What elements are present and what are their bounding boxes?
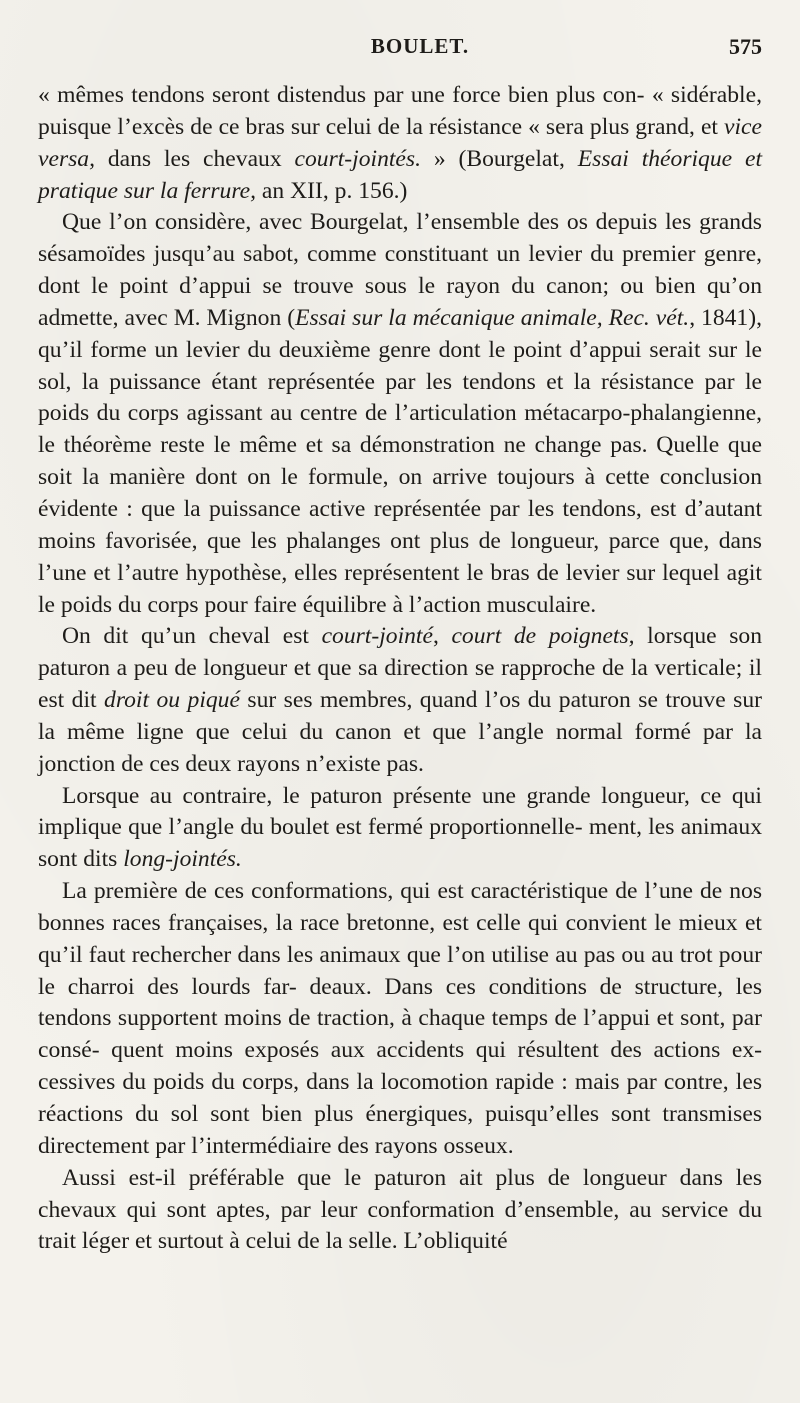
book-page [38,0,762,1403]
italic-text: court-jointés. [294,145,421,172]
text-run: « mêmes tendons seront distendus par une force bien plus con- « sidérable, puisque l’excès de ce bras sur celui de la résistance « sera plus grand, et [38,82,762,140]
text-run: an XII, p. 156.) [256,177,408,204]
italic-text: long-jointés. [123,846,242,873]
paragraph-race-bretonne [38,876,762,1163]
text-run: dans les chevaux [95,145,295,172]
italic-text: court de poignets, [451,623,635,650]
text-run: sur ses membres, quand l’os du paturon se trouve sur la même ligne que celui du canon et que l’angle normal formé par la jonction de ces deux rayons n’existe pas. [38,687,762,777]
paragraph-trait-leger [38,1163,762,1259]
text-run: , [432,623,452,650]
text-run: Que l’on considère, avec Bourgelat, l’ensemble des os depuis les grands sésamoïdes jusqu’au sabot, comme constituant un levier du premier genre, dont le point d’appui se trouve sous le rayon du canon; ou bien qu’on admette, avec M. Mignon ( [38,209,762,331]
text-run: , 1841), qu’il forme un levier du deuxième genre dont le point d’appui serait sur le sol, la puissance étant représentée par les tendons et la résistance par le poids du corps agissant au centre de l’articulation métacarpo-phalangienne, le théorème reste le même et sa démonstration ne change pas. Quelle que soit la manière dont on le formule, on arrive toujours à cette conclusion évidente : que la puissance active représentée par les tendons, est d’autant moins favorisée, que les phalanges ont plus de longueur, parce que, dans l’une et l’autre hypothèse, elles représentent le bras de levier sur lequel agit le poids du corps pour faire équilibre à l’action musculaire. [38,304,762,618]
text-run: » (Bourgelat, [420,145,578,172]
italic-text: Essai théorique et pratique sur la ferrure, [38,145,763,204]
paragraph-lever-theory [38,207,762,621]
text-run: Aussi est-il préférable que le paturon ait plus de longueur dans les chevaux qui sont aptes, par leur conformation d’ensemble, au service du trait léger et surtout à celui de la selle. L’obliquité [38,1164,762,1255]
text-run: Lorsque au contraire, le paturon présente une grande longueur, ce qui implique que l’angle du boulet est fermé proportionnelle- ment, les animaux sont dits [38,782,762,873]
paragraph-long-jointe [38,781,762,877]
paragraph-quote-continuation [38,80,762,207]
text-run: lorsque son paturon a peu de longueur et que sa direction se rapproche de la verticale; il est dit [38,623,763,714]
paragraph-court-jointe [38,621,762,780]
page-header [38,30,762,64]
italic-text: droit ou piqué [104,687,240,714]
italic-text: vice versa, [38,113,762,172]
text-run: La première de ces conformations, qui est caractéristique de l’une de nos bonnes races françaises, la race bretonne, est celle qui convient le mieux et qu’il faut rechercher dans les animaux que l’on utilise au pas ou au trot pour le charroi des lourds far- deaux. Dans ces conditions de structure, les tendons supportent moins de traction, à chaque temps de l’appui et sont, par consé- quent moins exposés aux accidents qui résultent des actions ex- cessives du poids du corps, dans la locomotion rapide : mais par contre, les réactions du sol sont bien plus énergiques, puisqu’elles sont transmises directement par l’intermédiaire des rayons osseux. [38,878,762,1159]
italic-text: court-jointé [321,623,433,650]
italic-text: Essai sur la mécanique animale, Rec. vét. [295,304,690,331]
running-head: BOULET. [370,34,470,58]
text-run: On dit qu’un cheval est [62,623,322,650]
page-number: 575 [729,34,762,59]
body-text [38,80,762,1258]
